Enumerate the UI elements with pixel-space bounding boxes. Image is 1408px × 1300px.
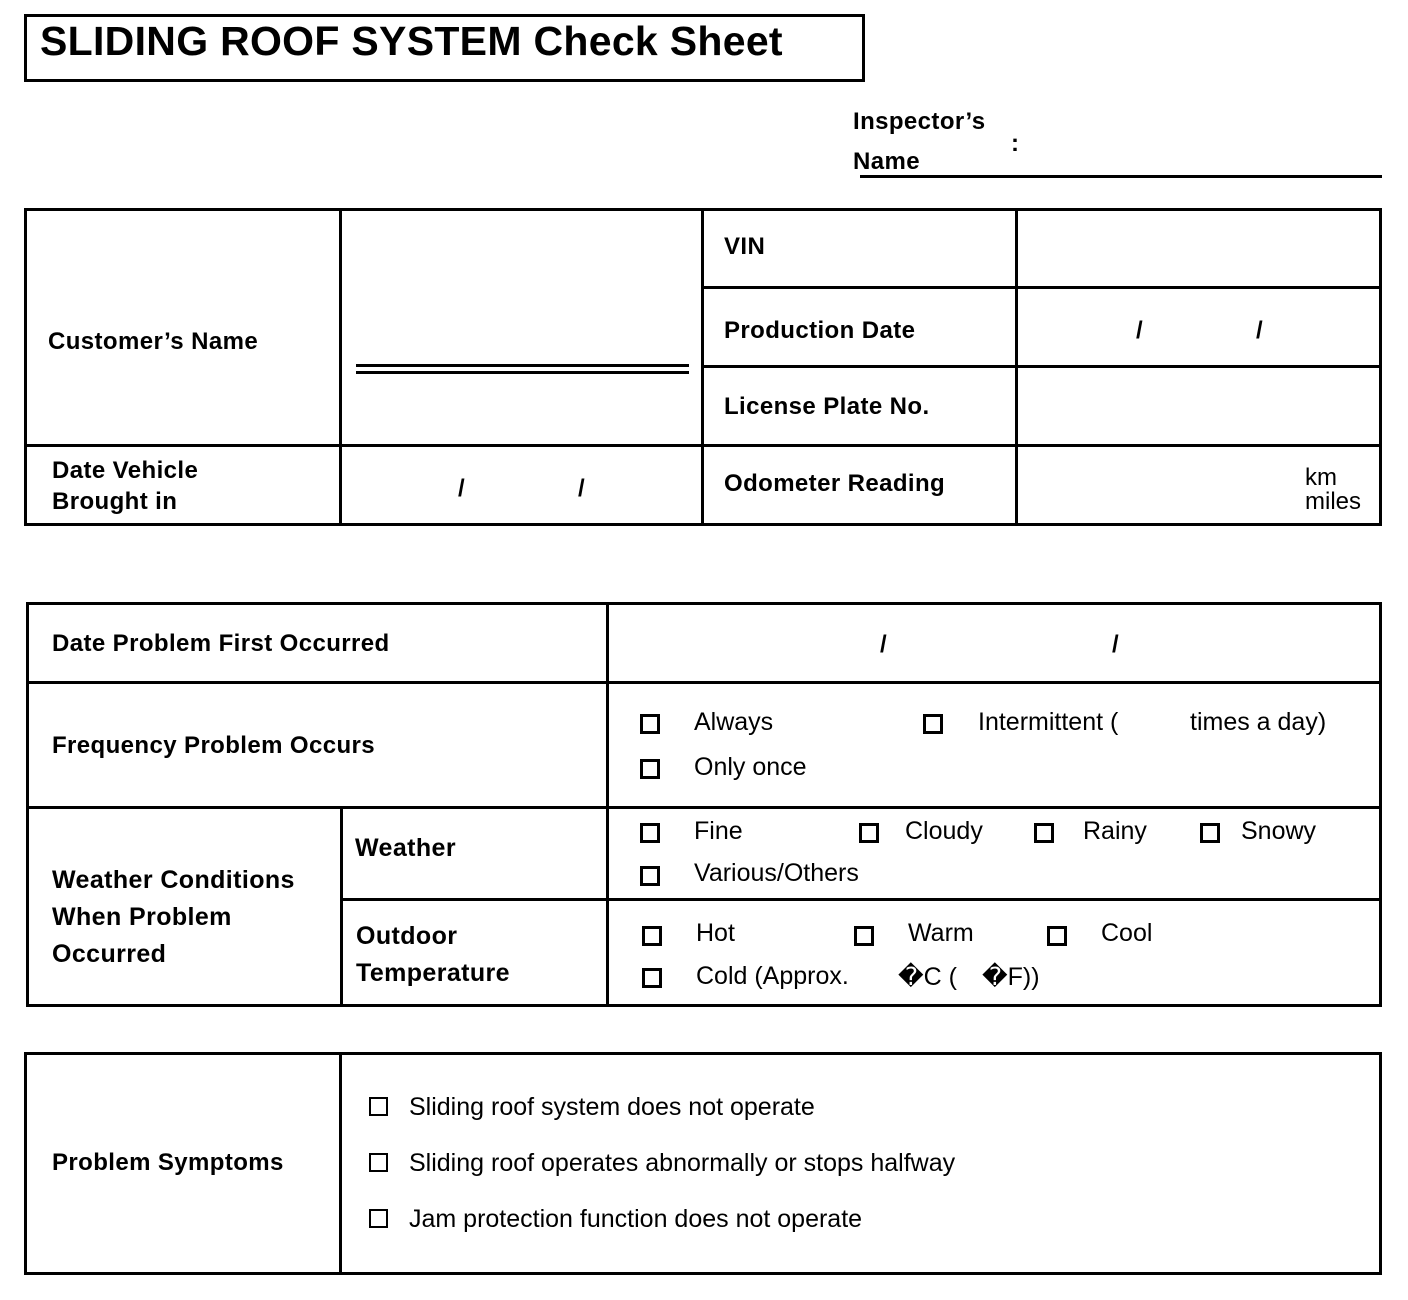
freq-intermittent-label: Intermittent ( [978, 708, 1119, 736]
date-brought-sep-2: / [578, 475, 586, 502]
vehicle-row-line-3 [24, 444, 1382, 447]
checkbox-cool[interactable] [1047, 926, 1067, 946]
checkbox-symptom-1[interactable] [369, 1097, 388, 1116]
inspector-label-line2: Name [853, 148, 920, 175]
symptom-item: Sliding roof operates abnormally or stops halfway [409, 1149, 956, 1177]
production-date-sep-2: / [1256, 317, 1264, 344]
checkbox-intermittent[interactable] [923, 714, 943, 734]
first-occurred-sep-2: / [1112, 631, 1120, 658]
symptom-item: Jam protection function does not operate [409, 1205, 863, 1233]
production-date-label: Production Date [724, 317, 916, 344]
problem-row-line-3 [340, 898, 1382, 901]
vehicle-row-line-2 [701, 365, 1382, 368]
odometer-unit-km: km [1305, 464, 1337, 491]
checkbox-symptom-3[interactable] [369, 1209, 388, 1228]
vehicle-divider-1 [339, 208, 342, 526]
odometer-unit-miles: miles [1305, 488, 1362, 515]
checkbox-hot[interactable] [642, 926, 662, 946]
checkbox-only-once[interactable] [640, 759, 660, 779]
temp-celsius-label: �C ( [898, 963, 957, 991]
odometer-label: Odometer Reading [724, 470, 946, 497]
checkbox-symptom-2[interactable] [369, 1153, 388, 1172]
customer-name-field[interactable] [356, 364, 689, 374]
temp-cold-label: Cold (Approx. [696, 962, 849, 990]
first-occurred-sep-1: / [880, 631, 888, 658]
weather-conditions-line3: Occurred [52, 940, 167, 968]
inspector-name-field[interactable] [860, 175, 1382, 178]
problem-divider-main [606, 602, 609, 1007]
problem-row-line-2 [26, 806, 1382, 809]
production-date-sep-1: / [1136, 317, 1144, 344]
date-brought-label-line1: Date Vehicle [52, 457, 199, 484]
inspector-label-line1: Inspector’s [853, 108, 986, 135]
symptoms-divider [339, 1052, 342, 1275]
temp-fahrenheit-label: �F)) [982, 963, 1040, 991]
license-plate-label: License Plate No. [724, 393, 930, 420]
temp-hot-label: Hot [696, 919, 735, 947]
checkbox-fine[interactable] [640, 823, 660, 843]
checkbox-always[interactable] [640, 714, 660, 734]
freq-always-label: Always [694, 708, 774, 736]
weather-cloudy-label: Cloudy [905, 817, 983, 845]
weather-conditions-line2: When Problem [52, 903, 232, 931]
weather-conditions-line1: Weather Conditions [52, 866, 295, 894]
vin-field[interactable] [1021, 214, 1376, 284]
customer-name-label: Customer’s Name [48, 328, 259, 355]
checkbox-various[interactable] [640, 866, 660, 886]
outdoor-temp-line2: Temperature [356, 959, 510, 987]
freq-once-label: Only once [694, 753, 807, 781]
weather-snowy-label: Snowy [1241, 817, 1317, 845]
checkbox-cold[interactable] [642, 968, 662, 988]
temp-cool-label: Cool [1101, 919, 1153, 947]
outdoor-temp-line1: Outdoor [356, 922, 458, 950]
checkbox-snowy[interactable] [1200, 823, 1220, 843]
inspector-colon: : [1011, 130, 1020, 157]
first-occurred-label: Date Problem First Occurred [52, 630, 390, 657]
weather-label: Weather [355, 834, 456, 862]
checkbox-warm[interactable] [854, 926, 874, 946]
date-brought-sep-1: / [458, 475, 466, 502]
checkbox-cloudy[interactable] [859, 823, 879, 843]
frequency-label: Frequency Problem Occurs [52, 732, 376, 759]
weather-various-label: Various/Others [694, 859, 859, 887]
problem-symptoms-label: Problem Symptoms [52, 1149, 284, 1176]
page-title: SLIDING ROOF SYSTEM Check Sheet [40, 18, 783, 64]
temp-warm-label: Warm [908, 919, 974, 947]
problem-row-line-1 [26, 681, 1382, 684]
vin-label: VIN [724, 233, 766, 260]
symptom-item: Sliding roof system does not operate [409, 1093, 815, 1121]
date-brought-label-line2: Brought in [52, 488, 178, 515]
license-plate-field[interactable] [1021, 370, 1376, 442]
weather-rainy-label: Rainy [1083, 817, 1147, 845]
vehicle-row-line-1 [701, 286, 1382, 289]
weather-fine-label: Fine [694, 817, 743, 845]
freq-times-label: times a day) [1190, 708, 1327, 736]
checkbox-rainy[interactable] [1034, 823, 1054, 843]
problem-divider-sub [340, 806, 343, 1007]
